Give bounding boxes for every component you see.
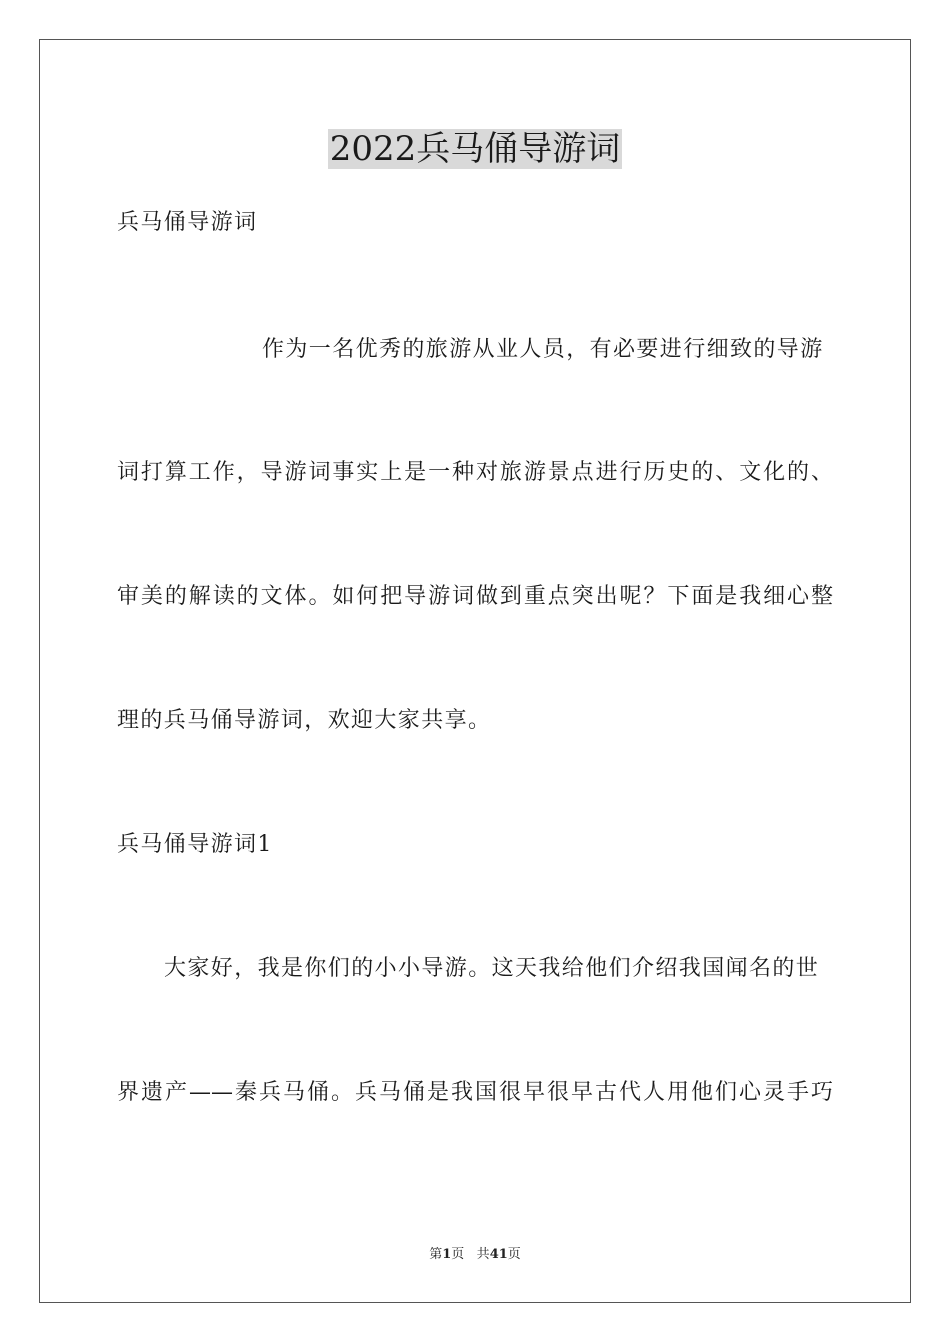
footer-total-suffix: 页 — [507, 1247, 521, 1262]
paragraph-1-line-4: 理的兵马俑导游词，欢迎大家共享。 — [117, 708, 492, 733]
section-heading: 兵马俑导游词1 — [117, 832, 273, 857]
footer-total-pages: 41 — [489, 1247, 508, 1262]
paragraph-1-line-2: 词打算工作，导游词事实上是一种对旅游景点进行历史的、文化的、 — [117, 460, 833, 485]
footer-page-number: 1 — [442, 1247, 452, 1262]
paragraph-1-line-1: 作为一名优秀的旅游从业人员，有必要进行细致的导游 — [262, 337, 824, 362]
footer-page-suffix: 页 — [451, 1247, 465, 1262]
footer-total-prefix: 共 — [476, 1247, 490, 1262]
document-title — [0, 128, 950, 170]
document-title-text: 2022兵马俑导游词 — [329, 129, 621, 169]
footer-page-prefix: 第 — [429, 1247, 443, 1262]
document-subtitle: 兵马俑导游词 — [117, 210, 258, 235]
paragraph-1-line-3: 审美的解读的文体。如何把导游词做到重点突出呢？下面是我细心整 — [117, 584, 833, 609]
paragraph-2-line-1: 大家好，我是你们的小小导游。这天我给他们介绍我国闻名的世 — [164, 956, 820, 981]
paragraph-2-line-2: 界遗产——秦兵马俑。兵马俑是我国很早很早古代人用他们心灵手巧 — [117, 1080, 833, 1105]
page-footer — [0, 1246, 950, 1264]
